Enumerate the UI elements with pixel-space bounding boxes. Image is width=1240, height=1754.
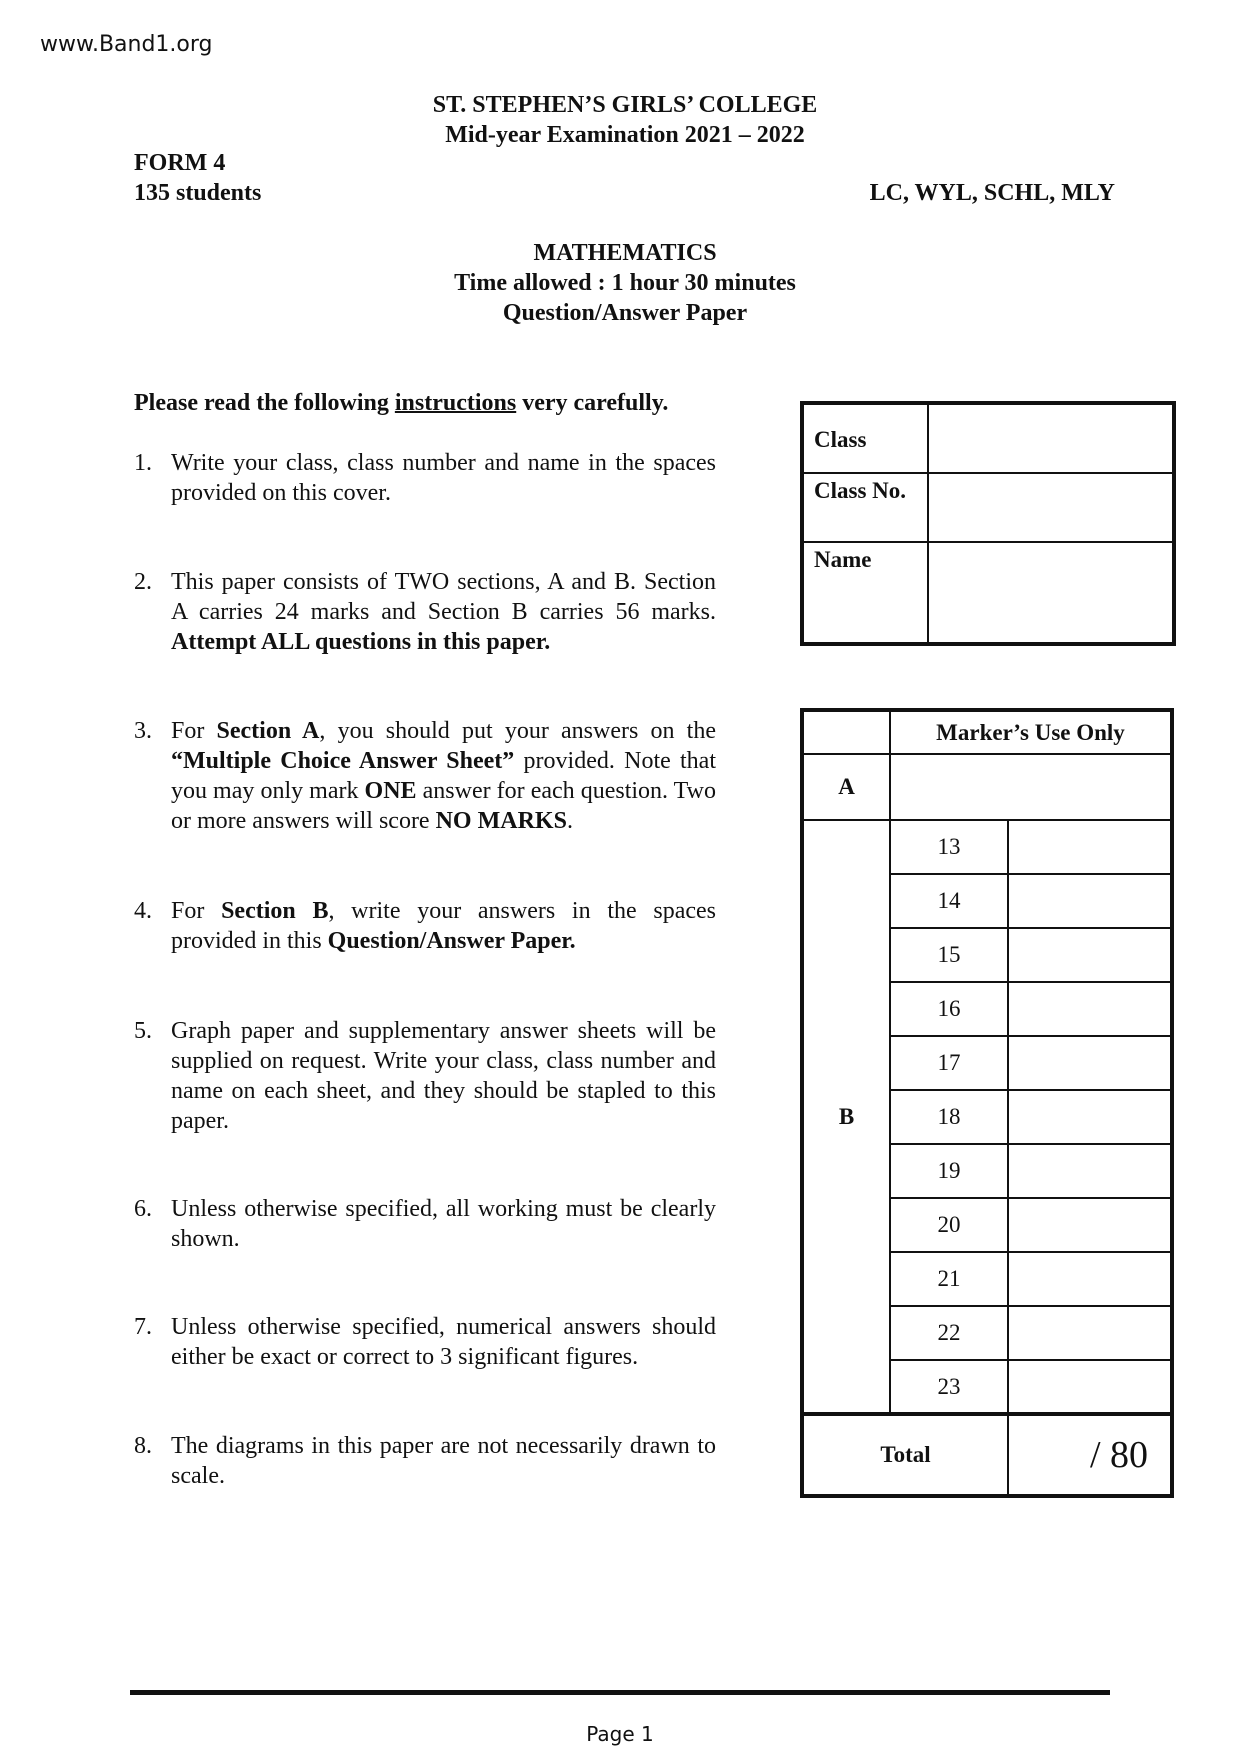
instruction-text: [171, 1312, 716, 1372]
exam-title: Mid-year Examination 2021 – 2022: [445, 122, 805, 148]
section-a-label: A: [802, 754, 890, 820]
instruction-fragment: This paper consists of TWO sections, A and B. Section A carries 24 marks and Section B carries 56 marks.: [171, 569, 716, 625]
question-score-cell[interactable]: [1008, 874, 1172, 928]
time-allowed: Time allowed : 1 hour 30 minutes: [454, 270, 796, 296]
school-name: ST. STEPHEN’S GIRLS’ COLLEGE: [432, 92, 818, 118]
class-no-label: Class No.: [802, 473, 928, 542]
instruction-emphasis: NO MARKS: [435, 808, 567, 834]
marker-title: Marker’s Use Only: [890, 710, 1172, 754]
instruction-item: [134, 896, 716, 956]
instruction-fragment: provided. Note that you may only mark: [171, 748, 716, 804]
question-number: 19: [890, 1144, 1008, 1198]
class-field[interactable]: [928, 403, 1174, 473]
heading-underlined: instructions: [394, 390, 517, 416]
instruction-fragment: , you should put your answers on the: [319, 718, 716, 744]
question-score-cell[interactable]: [1008, 1360, 1172, 1414]
teacher-codes: LC, WYL, SCHL, MLY: [869, 180, 1115, 206]
instruction-item: [134, 567, 716, 657]
instruction-fragment: Unless otherwise specified, numerical answers should either be exact or correct to 3 significant figures.: [171, 1314, 716, 1370]
instruction-number: 2.: [134, 569, 152, 595]
instruction-item: [134, 448, 716, 508]
question-score-cell[interactable]: [1008, 1036, 1172, 1090]
instruction-text: [171, 1431, 716, 1491]
name-field[interactable]: [928, 542, 1174, 644]
instruction-text: [171, 896, 716, 956]
question-score-cell[interactable]: [1008, 1252, 1172, 1306]
instruction-fragment: Unless otherwise specified, all working must be clearly shown.: [171, 1196, 716, 1252]
question-score-cell[interactable]: [1008, 928, 1172, 982]
question-number: 15: [890, 928, 1008, 982]
name-label: Name: [802, 542, 928, 644]
total-row: [802, 1414, 1172, 1496]
instruction-emphasis: “Multiple Choice Answer Sheet”: [171, 748, 515, 774]
instruction-number: 7.: [134, 1314, 152, 1340]
form-level: FORM 4: [134, 150, 226, 176]
total-label: Total: [802, 1414, 1008, 1496]
instruction-emphasis: Attempt ALL questions in this paper.: [171, 629, 551, 655]
instruction-emphasis: Section A: [216, 718, 320, 744]
student-count: 135 students: [134, 180, 262, 206]
heading-text-end: very carefully.: [516, 390, 669, 416]
instruction-item: [134, 1431, 716, 1491]
instruction-number: 3.: [134, 718, 152, 744]
total-score[interactable]: / 80: [1008, 1414, 1172, 1496]
paper-type: Question/Answer Paper: [502, 300, 748, 326]
instruction-fragment: For: [171, 718, 217, 744]
subject-title: MATHEMATICS: [533, 240, 717, 266]
instruction-text: [171, 567, 716, 657]
question-number: 14: [890, 874, 1008, 928]
instruction-text: [171, 448, 716, 508]
question-score-cell[interactable]: [1008, 1144, 1172, 1198]
question-score-cell[interactable]: [1008, 1306, 1172, 1360]
instruction-emphasis: ONE: [364, 778, 417, 804]
question-number: 17: [890, 1036, 1008, 1090]
footer-rule: [130, 1690, 1110, 1695]
instruction-text: [171, 1194, 716, 1254]
instruction-item: [134, 716, 716, 836]
instruction-emphasis: Question/Answer Paper.: [327, 928, 576, 954]
marker-corner-cell: [802, 710, 890, 754]
instruction-text: [171, 1016, 716, 1136]
question-score-cell[interactable]: [1008, 982, 1172, 1036]
instruction-number: 5.: [134, 1018, 152, 1044]
instruction-fragment: , write your answers in the spaces provided in this: [171, 898, 716, 954]
instruction-fragment: .: [566, 808, 573, 834]
instruction-number: 8.: [134, 1433, 152, 1459]
marker-row: [802, 820, 1172, 874]
question-number: 22: [890, 1306, 1008, 1360]
section-b-label: B: [802, 820, 890, 1414]
instruction-fragment: answer for each question. Two or more answers will score: [171, 778, 716, 834]
class-label: Class: [802, 403, 928, 473]
question-number: 18: [890, 1090, 1008, 1144]
question-number: 16: [890, 982, 1008, 1036]
heading-text: Please read the following: [134, 390, 395, 416]
question-number: 13: [890, 820, 1008, 874]
instruction-fragment: The diagrams in this paper are not necessarily drawn to scale.: [171, 1433, 716, 1489]
section-a-score[interactable]: [890, 754, 1172, 820]
instruction-item: [134, 1016, 716, 1136]
watermark: www.Band1.org: [40, 32, 213, 57]
question-number: 23: [890, 1360, 1008, 1414]
instructions-heading: [134, 390, 668, 417]
instruction-emphasis: Section B: [221, 898, 329, 924]
instruction-fragment: For: [171, 898, 222, 924]
instruction-item: [134, 1194, 716, 1254]
instruction-number: 1.: [134, 450, 152, 476]
question-number: 20: [890, 1198, 1008, 1252]
question-score-cell[interactable]: [1008, 1198, 1172, 1252]
class-no-field[interactable]: [928, 473, 1174, 542]
marker-table: [800, 708, 1174, 1498]
instruction-item: [134, 1312, 716, 1372]
question-number: 21: [890, 1252, 1008, 1306]
instruction-fragment: Graph paper and supplementary answer sheets will be supplied on request. Write your class, class number and name on each sheet, and they should be stapled to this paper.: [171, 1018, 716, 1134]
instruction-number: 4.: [134, 898, 152, 924]
instruction-fragment: Write your class, class number and name in the spaces provided on this cover.: [171, 450, 716, 506]
page-number: Page 1: [586, 1722, 654, 1746]
question-score-cell[interactable]: [1008, 820, 1172, 874]
student-info-table: [800, 401, 1176, 646]
instruction-text: [171, 716, 716, 836]
question-score-cell[interactable]: [1008, 1090, 1172, 1144]
instruction-number: 6.: [134, 1196, 152, 1222]
